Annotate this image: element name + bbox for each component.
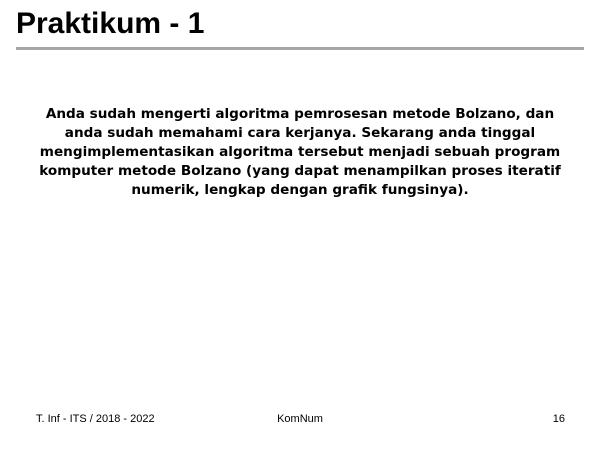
footer-page-number: 16 bbox=[552, 413, 565, 425]
footer-institution: T. Inf - ITS / 2018 - 2022 bbox=[36, 413, 155, 425]
slide-body-text: Anda sudah mengerti algoritma pemrosesan metode Bolzano, dan anda sudah memahami cara kerjanya. Sekarang anda tinggal mengimplementasikan algoritma tersebut menjadi sebuah program komputer metode Bolzano (yang dapat menampilkan proses iteratif numerik, lengkap dengan grafik fungsinya). bbox=[39, 106, 561, 198]
slide-title: Praktikum - 1 bbox=[16, 7, 205, 40]
title-divider bbox=[16, 47, 584, 50]
footer-course-name: KomNum bbox=[277, 413, 323, 425]
